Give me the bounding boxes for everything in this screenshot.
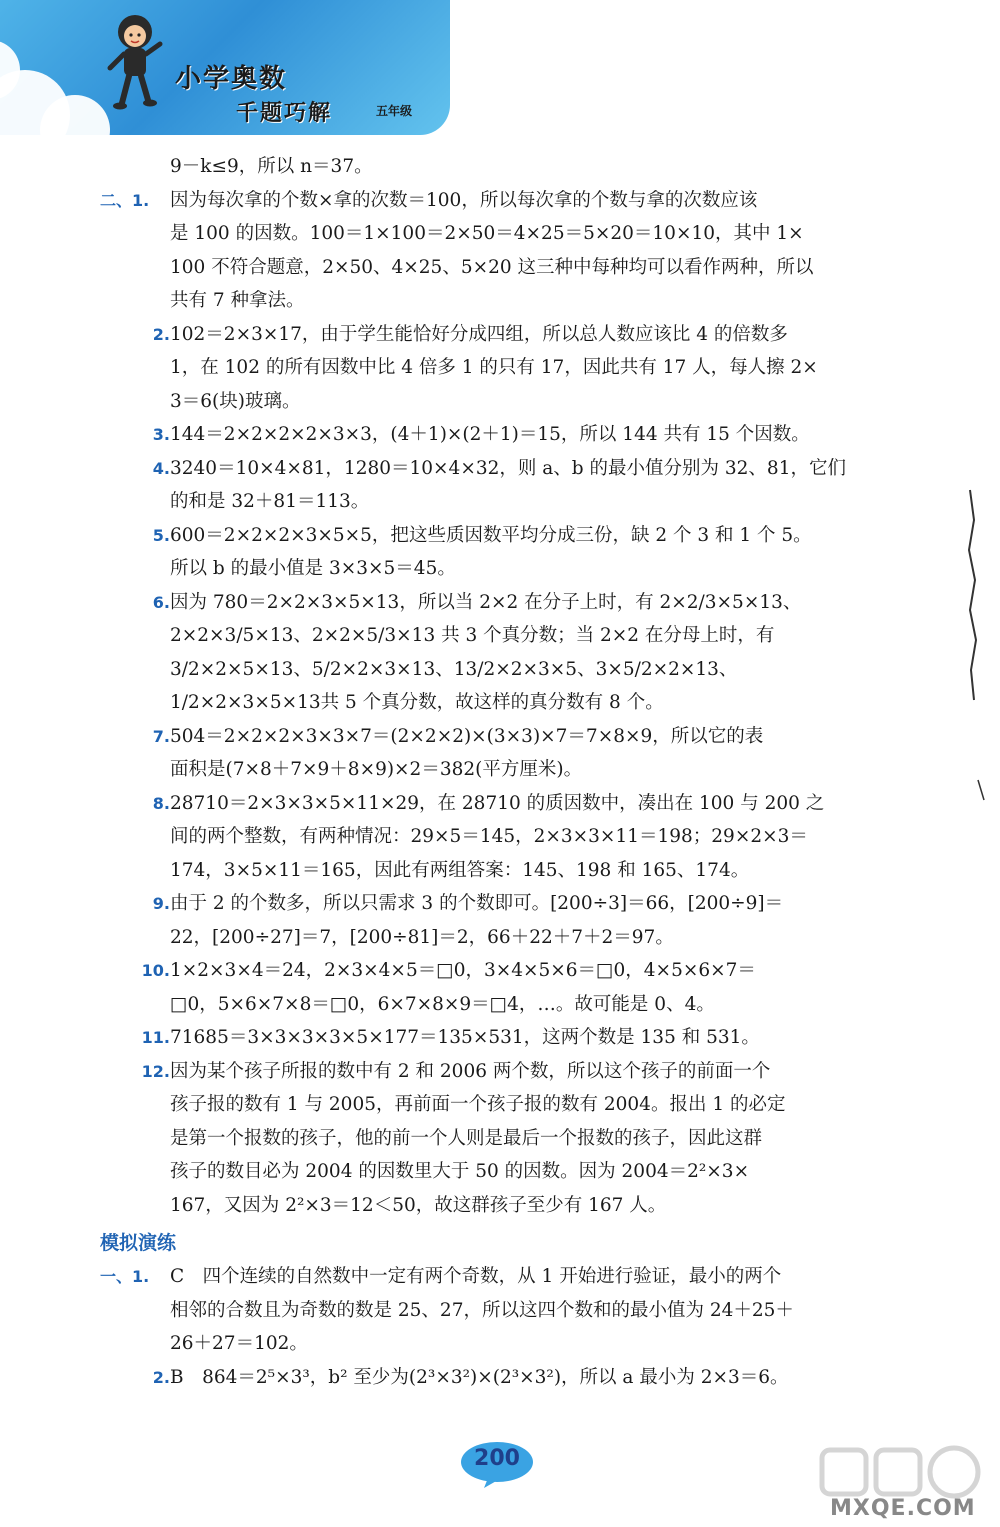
answer-text: C 四个连续的自然数中一定有两个奇数，从 1 开始进行验证，最小的两个 — [170, 1266, 782, 1287]
item-number — [100, 586, 170, 620]
answer-line — [100, 720, 900, 754]
answer-text: 因为某个孩子所报的数中有 2 和 2006 两个数，所以这个孩子的前面一个 — [170, 1060, 771, 1082]
answer-line — [100, 351, 900, 385]
answer-text: □0，5×6×7×8＝□0，6×7×8×9＝□4，…。故可能是 0、4。 — [170, 993, 715, 1015]
answer-line — [100, 1189, 900, 1223]
answer-text: 孩子报的数有 1 与 2005，再前面一个孩子报的数有 2004。报出 1 的必定 — [170, 1094, 786, 1115]
question-number: 1. — [132, 1267, 150, 1286]
answer-text: 600＝2×2×2×3×5×5，把这些质因数平均分成三份，缺 2 个 3 和 1 个 5。 — [170, 524, 812, 546]
answer-line — [100, 619, 900, 653]
question-number: 12. — [141, 1061, 170, 1081]
answer-line — [100, 452, 900, 486]
answer-text: 71685＝3×3×3×3×5×177＝135×531，这两个数是 135 和 531。 — [170, 1027, 760, 1048]
section-er — [100, 184, 900, 1223]
item-number — [100, 284, 170, 318]
answer-line — [100, 418, 900, 452]
answer-text: 是 100 的因数。100＝1×100＝2×50＝4×25＝5×20＝10×10，其中 1× — [170, 223, 804, 244]
item-number — [100, 1327, 170, 1361]
item-number — [100, 854, 170, 888]
answer-text: 174，3×5×11＝165，因此有两组答案：145、198 和 165、174。 — [170, 859, 750, 881]
item-number — [100, 1155, 170, 1189]
item-number — [100, 452, 170, 486]
answer-line — [100, 887, 900, 921]
answer-text: 的和是 32＋81＝113。 — [170, 491, 370, 512]
continuation-line: 9－k≤9，所以 n＝37。 — [170, 156, 373, 177]
answer-line — [100, 854, 900, 888]
item-number — [100, 787, 170, 821]
answer-text: 3/2×2×5×13、5/2×2×3×13、13/2×2×3×5、3×5/2×2×13、 — [170, 658, 738, 680]
grade-label: 五年级 — [376, 104, 413, 118]
item-number — [100, 753, 170, 787]
item-number — [100, 318, 170, 352]
item-number — [100, 1055, 170, 1089]
question-number: 10. — [141, 961, 170, 980]
answer-text: 是第一个报数的孩子，他的前一个人则是最后一个报数的孩子，因此这群 — [170, 1127, 763, 1149]
item-number — [100, 519, 170, 553]
answer-line — [100, 385, 900, 419]
question-number: 9. — [152, 894, 170, 913]
item-number — [100, 954, 170, 988]
margin-scribble — [960, 480, 990, 840]
answer-text: 1/2×2×3×5×13共 5 个真分数，故这样的真分数有 8 个。 — [170, 692, 664, 713]
item-number — [100, 1122, 170, 1156]
answer-line — [100, 787, 900, 821]
answer-text: 1×2×3×4＝24，2×3×4×5＝□0，3×4×5×6＝□0，4×5×6×7＝ — [170, 960, 756, 981]
answer-content — [100, 150, 900, 1394]
answer-line — [100, 485, 900, 519]
answer-text: 由于 2 的个数多，所以只需求 3 的个数即可。[200÷3]＝66，[200÷9]＝ — [170, 893, 784, 914]
question-number: 8. — [152, 793, 170, 813]
answer-line — [100, 519, 900, 553]
section-label: 二、 — [100, 190, 133, 210]
answer-line — [100, 1327, 900, 1361]
answer-line — [100, 653, 900, 687]
section-yi — [100, 1260, 900, 1394]
item-number — [100, 988, 170, 1022]
question-number: 2. — [152, 324, 170, 344]
answer-line — [100, 1294, 900, 1328]
answer-text: 1，在 102 的所有因数中比 4 倍多 1 的只有 17，因此共有 17 人，每人擦 2× — [170, 357, 818, 378]
answer-line — [100, 1260, 900, 1294]
question-number: 4. — [152, 458, 170, 478]
question-number: 11. — [141, 1028, 170, 1047]
answer-text: 100 不符合题意，2×50、4×25、5×20 这三种中每种均可以看作两种，所以 — [170, 256, 814, 278]
answer-text: 167，又因为 2²×3＝12＜50，故这群孩子至少有 167 人。 — [170, 1194, 667, 1216]
question-number: 5. — [152, 525, 170, 545]
item-number — [100, 720, 170, 754]
item-number — [100, 1088, 170, 1122]
question-number: 6. — [152, 592, 170, 612]
item-number — [100, 485, 170, 519]
answer-text: 2×2×3/5×13、2×2×5/3×13 共 3 个真分数；当 2×2 在分母上时，有 — [170, 625, 775, 646]
answer-line — [100, 820, 900, 854]
item-number — [100, 184, 170, 218]
answer-line — [100, 954, 900, 988]
answer-line — [100, 217, 900, 251]
item-number — [100, 653, 170, 687]
answer-text: 3＝6(块)玻璃。 — [170, 390, 301, 412]
item-number — [100, 385, 170, 419]
answer-text: 因为每次拿的个数×拿的次数＝100，所以每次拿的个数与拿的次数应该 — [170, 189, 758, 211]
section-label: 一、 — [100, 1267, 133, 1286]
answer-line — [100, 1122, 900, 1156]
answer-line — [100, 753, 900, 787]
answer-line — [100, 686, 900, 720]
answer-text: 面积是(7×8＋7×9＋8×9)×2＝382(平方厘米)。 — [170, 759, 583, 780]
question-number: 7. — [152, 726, 170, 746]
item-number — [100, 1260, 170, 1294]
answer-text: 孩子的数目必为 2004 的因数里大于 50 的因数。因为 2004＝2²×3× — [170, 1161, 750, 1182]
answer-line — [100, 318, 900, 352]
answer-text: 22，[200÷27]＝7，[200÷81]＝2，66＋22＋7＋2＝97。 — [170, 926, 674, 948]
item-number — [100, 351, 170, 385]
answer-text: 共有 7 种拿法。 — [170, 290, 305, 311]
item-number — [100, 686, 170, 720]
answer-line — [100, 1088, 900, 1122]
answer-text: B 864＝2⁵×3³，b² 至少为(2³×3²)×(2³×3²)，所以 a 最小为 2×3＝6。 — [170, 1366, 789, 1388]
answer-line — [100, 988, 900, 1022]
answer-text: 26＋27＝102。 — [170, 1333, 308, 1354]
item-number — [100, 1021, 170, 1055]
mascot-icon — [100, 8, 170, 113]
question-number: 2. — [152, 1367, 170, 1387]
item-number — [100, 251, 170, 285]
answer-text: 因为 780＝2×2×3×5×13，所以当 2×2 在分子上时，有 2×2/3×5×13、 — [170, 591, 802, 613]
answer-text: 102＝2×3×17，由于学生能恰好分成四组，所以总人数应该比 4 的倍数多 — [170, 323, 788, 345]
answer-text: 间的两个整数，有两种情况：29×5＝145，2×3×3×11＝198；29×2×3＝ — [170, 826, 808, 847]
item-number — [100, 552, 170, 586]
answer-text: 144＝2×2×2×2×3×3，(4＋1)×(2＋1)＝15，所以 144 共有 15 个因数。 — [170, 424, 810, 445]
mock-exercise-title: 模拟演练 — [100, 1232, 177, 1254]
answer-line — [100, 251, 900, 285]
answer-line — [100, 1155, 900, 1189]
item-number — [100, 1189, 170, 1223]
answer-text: 504＝2×2×2×3×3×7＝(2×2×2)×(3×3)×7＝7×8×9，所以它的表 — [170, 725, 764, 747]
answer-line — [100, 1021, 900, 1055]
item-number — [100, 217, 170, 251]
answer-line — [100, 184, 900, 218]
answer-text: 相邻的合数且为奇数的数是 25、27，所以这四个数和的最小值为 24＋25＋ — [170, 1299, 794, 1321]
watermark-url: MXQE.COM — [830, 1496, 976, 1521]
header-banner — [0, 0, 450, 135]
book-subtitle: 千题巧解 — [236, 101, 333, 126]
item-number — [100, 887, 170, 921]
question-number: 1. — [132, 190, 150, 210]
item-number — [100, 418, 170, 452]
page-number: 200 — [474, 1446, 520, 1471]
answer-text: 28710＝2×3×3×5×11×29，在 28710 的质因数中，凑出在 100 与 200 之 — [170, 792, 825, 814]
item-number — [100, 1294, 170, 1328]
answer-line — [100, 1361, 900, 1395]
answer-line — [100, 1055, 900, 1089]
answer-text: 3240＝10×4×81，1280＝10×4×32，则 a、b 的最小值分别为 32、81，它们 — [170, 457, 846, 479]
item-number — [100, 619, 170, 653]
answer-line — [100, 586, 900, 620]
item-number — [100, 1361, 170, 1395]
answer-line — [100, 552, 900, 586]
item-number — [100, 820, 170, 854]
answer-line — [100, 284, 900, 318]
answer-text: 所以 b 的最小值是 3×3×5＝45。 — [170, 558, 456, 579]
book-brand: 小学奥数 — [175, 64, 288, 94]
question-number: 3. — [152, 425, 170, 444]
item-number — [100, 921, 170, 955]
answer-line — [100, 921, 900, 955]
